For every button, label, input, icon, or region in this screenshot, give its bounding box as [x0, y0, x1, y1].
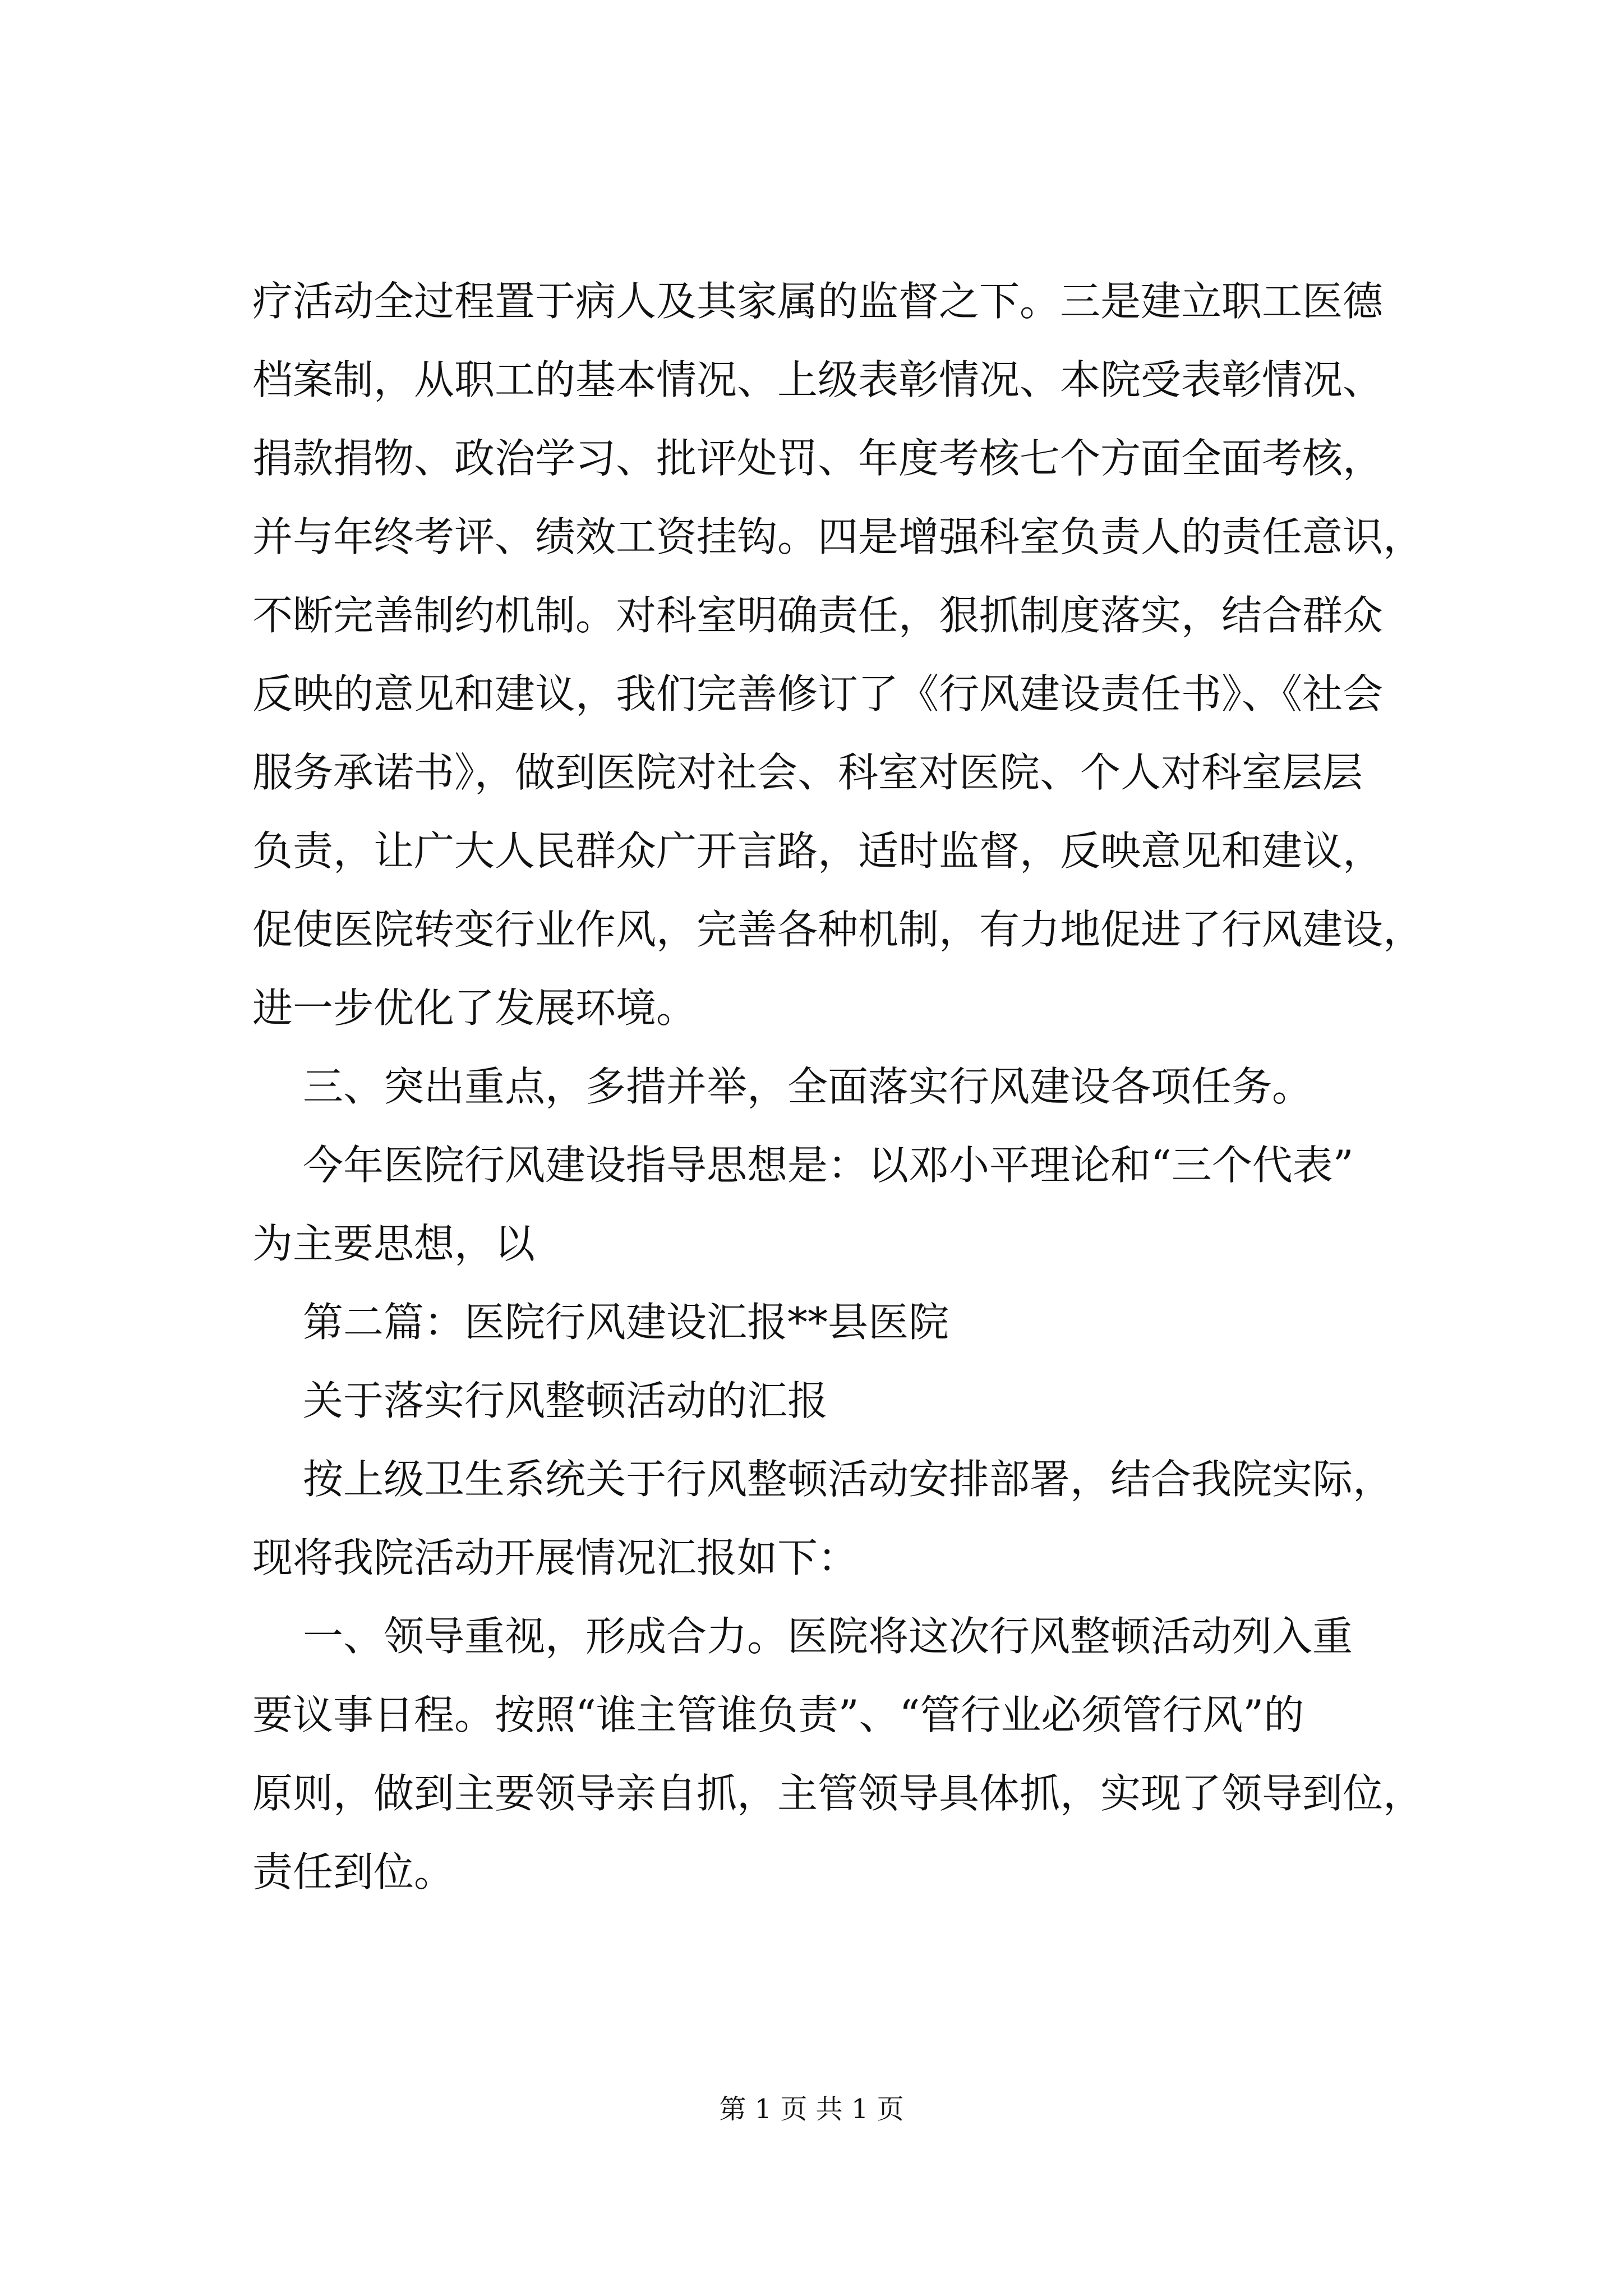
text-line: 原则，做到主要领导亲自抓，主管领导具体抓，实现了领导到位，	[252, 1770, 1424, 1817]
text-line: 今年医院行风建设指导思想是：以邓小平理论和“三个代表”	[303, 1142, 1354, 1189]
text-line: 并与年终考评、绩效工资挂钩。四是增强科室负责人的责任意识，	[252, 513, 1424, 560]
page-footer: 第 1 页 共 1 页	[719, 2093, 904, 2125]
chapter-title: 第二篇：医院行风建设汇报**县医院	[303, 1299, 949, 1346]
text-line: 疗活动全过程置于病人及其家属的监督之下。三是建立职工医德	[252, 278, 1384, 325]
text-line: 按上级卫生系统关于行风整顿活动安排部署，结合我院实际，	[303, 1456, 1394, 1503]
text-line: 现将我院活动开展情况汇报如下：	[252, 1534, 859, 1581]
text-line: 责任到位。	[252, 1848, 455, 1895]
report-title: 关于落实行风整顿活动的汇报	[303, 1377, 828, 1424]
text-line: 档案制，从职工的基本情况、上级表彰情况、本院受表彰情况、	[252, 356, 1384, 403]
text-line: 负责，让广大人民群众广开言路，适时监督，反映意见和建议，	[252, 827, 1384, 875]
text-line: 为主要思想，以	[252, 1220, 536, 1267]
section-heading: 三、突出重点，多措并举，全面落实行风建设各项任务。	[303, 1063, 1313, 1110]
text-line: 捐款捐物、政治学习、批评处罚、年度考核七个方面全面考核，	[252, 435, 1384, 482]
text-line: 要议事日程。按照“谁主管谁负责”、“管行业必须管行风”的	[252, 1691, 1304, 1738]
text-line: 反映的意见和建议，我们完善修订了《行风建设责任书》、《社会	[252, 670, 1384, 717]
text-line: 不断完善制约机制。对科室明确责任，狠抓制度落实，结合群众	[252, 592, 1384, 639]
text-line: 促使医院转变行业作风，完善各种机制，有力地促进了行风建设，	[252, 906, 1424, 953]
text-line: 一、领导重视，形成合力。医院将这次行风整顿活动列入重	[303, 1613, 1353, 1660]
text-line: 进一步优化了发展环境。	[252, 984, 697, 1032]
text-line: 服务承诺书》，做到医院对社会、科室对医院、个人对科室层层	[252, 749, 1363, 796]
